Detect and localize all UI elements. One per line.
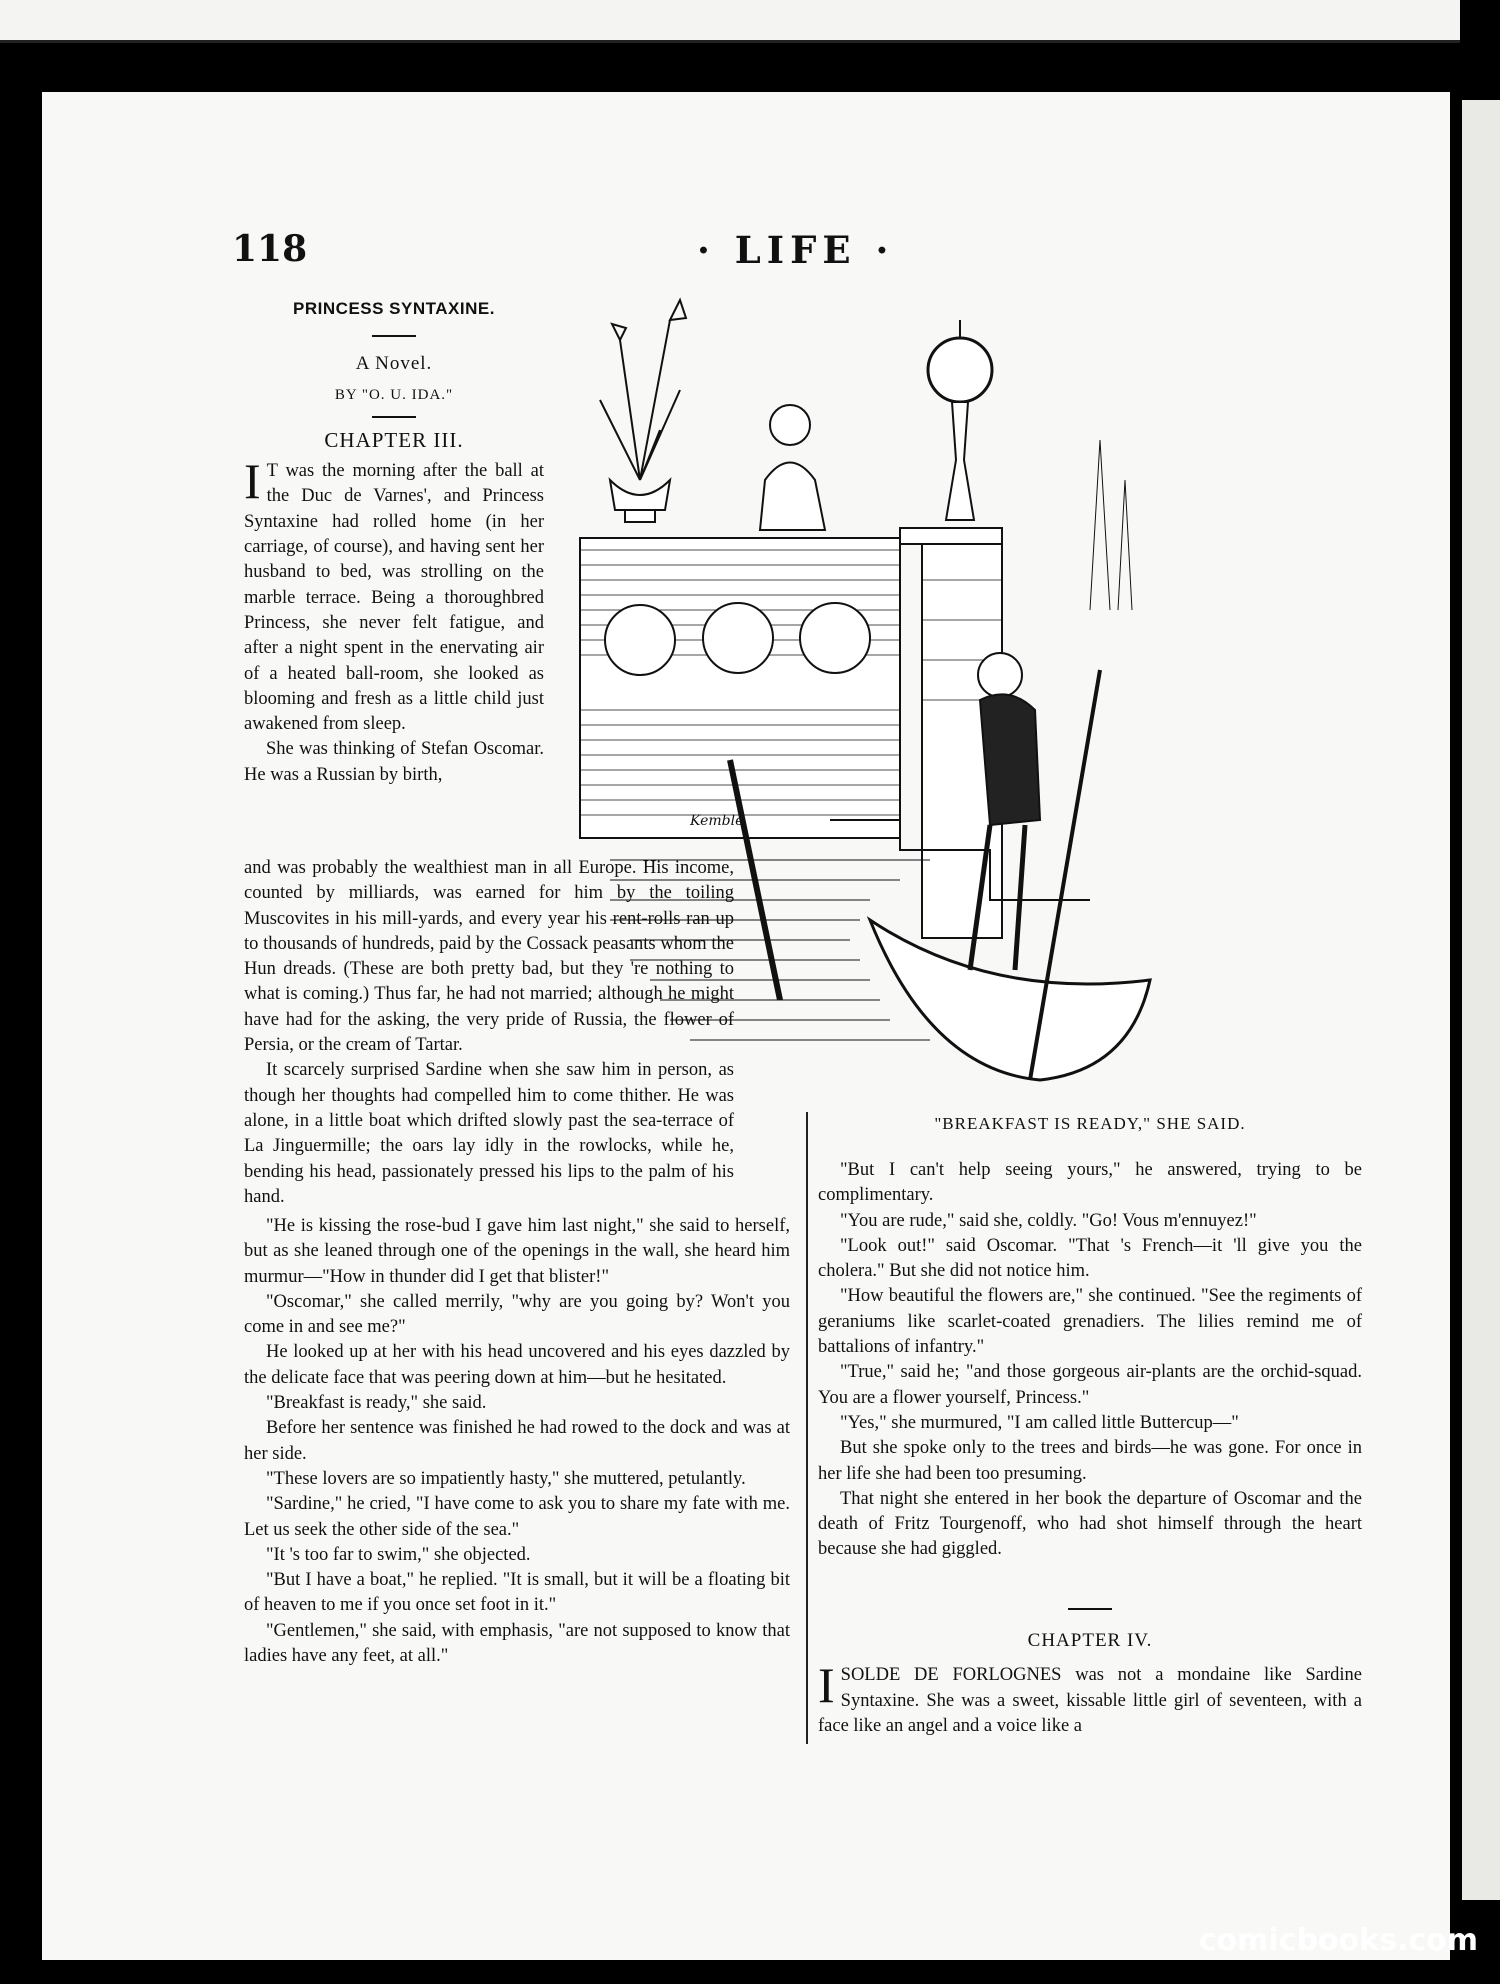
paragraph: That night she entered in her book the departure of Oscomar and the death of Fritz Tourgenoff, who had shot himself through the heart because she had giggled. (818, 1488, 1362, 1560)
byline-rule (372, 416, 416, 418)
paragraph: He looked up at her with his head uncovered and his eyes dazzled by the delicate face that was peering down at him—but he hesitated. (244, 1342, 790, 1388)
paragraph: "How beautiful the flowers are," she continued. "See the regiments of geraniums like scarlet-coated grenadiers. The lilies remind me of battalions of infantry." (818, 1286, 1362, 1358)
watermark: comicbooks.com (1198, 1923, 1478, 1958)
paragraph: "But I can't help seeing yours," he answered, trying to be complimentary. (818, 1160, 1362, 1206)
terrace-boat-illustration (570, 280, 1330, 1100)
paragraph: ISOLDE DE FORLOGNES was not a mondaine like Sardine Syntaxine. She was a sweet, kissable little girl of seventeen, with a face like an angel and a voice like a (818, 1657, 1362, 1736)
paragraph: "Breakfast is ready," she said. (266, 1393, 487, 1414)
text-column-right (818, 1158, 1362, 1563)
column-divider (806, 1112, 808, 1744)
paragraph: Before her sentence was finished he had rowed to the dock and was at her side. (244, 1418, 790, 1464)
drop-cap: I (818, 1657, 835, 1714)
chapter-rule (1068, 1608, 1112, 1610)
drop-cap: I (244, 453, 261, 510)
artist-signature: Kemble (690, 813, 744, 829)
paragraph: "True," said he; "and those gorgeous air-plants are the orchid-squad. You are a flower yourself, Princess." (818, 1362, 1362, 1408)
paragraph: "These lovers are so impatiently hasty," she muttered, petulantly. (266, 1468, 746, 1489)
magazine-title: · LIFE · (697, 228, 895, 272)
paragraph: But she spoke only to the trees and birds—he was gone. For once in her life she had been too presuming. (818, 1438, 1362, 1484)
chapter-heading: CHAPTER III. (324, 427, 464, 452)
paragraph: "Oscomar," she called merrily, "why are you going by? Won't you come in and see me?" (244, 1291, 790, 1338)
paragraph: "Sardine," he cried, "I have come to ask you to share my fate with me. Let us seek the other side of the sea." (244, 1494, 790, 1540)
story-subtitle: A Novel. (355, 353, 433, 375)
paragraph: and was probably the wealthiest man in all Europe. His income, counted by milliards, was earned for him by the toiling Muscovites in his mill-yards, and every year his rent-rolls ran up to thousands of hundreds, paid by the Cossack peasants whom the Hun dreads. (These are both pretty bad, but they 're nothing to what is coming.) Thus far, he had not married; although he might have had for the asking, the very pride of Russia, the flower of Persia, or the cream of Tartar. (244, 858, 734, 1056)
title-rule (372, 335, 416, 337)
paragraph: "But I have a boat," he replied. "It is small, but it will be a floating bit of heaven to me if you once set foot in it." (244, 1570, 790, 1616)
paragraph: "Gentlemen," she said, with emphasis, "are not supposed to know that ladies have any feet, at all." (244, 1620, 790, 1667)
paragraph: I T was the morning after the ball at the Duc de Varnes', and Princess Syntaxine had rolled home (in her carriage, of course), and having sent her husband to bed, was strolling on the marble terrace. Being a thoroughbred Princess, she never felt fatigue, and after a night spent in the enervating air of a heated ball-room, she looked as blooming and fresh as a little child just awakened from sleep. (244, 453, 544, 735)
story-byline: BY "O. U. IDA." (334, 386, 454, 403)
chapter-four-block (818, 1608, 1362, 1739)
adjacent-page-edge (1462, 100, 1500, 1900)
text-column-left (244, 1214, 790, 1669)
paragraph: "You are rude," said she, coldly. "Go! Vous m'ennuyez!" (840, 1210, 1257, 1231)
paragraph: "Look out!" said Oscomar. "That 's French—it 'll give you the cholera." But she did not notice him. (818, 1235, 1362, 1282)
story-title-block (244, 296, 544, 788)
paragraph: It scarcely surprised Sardine when she saw him in person, as though her thoughts had compelled him to come thither. He was alone, in a little boat which drifted slowly past the sea-terrace of La Jinguermille; the oars lay idly in the rowlocks, while he, bending his head, passionately pressed his lips to the palm of his hand. (244, 1060, 734, 1207)
chapter-heading: CHAPTER IV. (1027, 1630, 1153, 1651)
paragraph: "Yes," she murmured, "I am called little Buttercup—" (840, 1412, 1239, 1433)
paragraph: She was thinking of Stefan Oscomar. He was a Russian by birth, (244, 739, 544, 785)
story-title: PRINCESS SYNTAXINE. (293, 299, 495, 318)
page-number: 118 (232, 228, 308, 270)
paragraph: "He is kissing the rose-bud I gave him last night," she said to herself, but as she leaned through one of the openings in the wall, she heard him murmur—"How in thunder did I get that blister!" (244, 1216, 790, 1287)
paragraph: "It 's too far to swim," she objected. (266, 1544, 531, 1565)
previous-page-strip (0, 0, 1460, 43)
illustration-caption: "BREAKFAST IS READY," SHE SAID. (934, 1114, 1246, 1133)
